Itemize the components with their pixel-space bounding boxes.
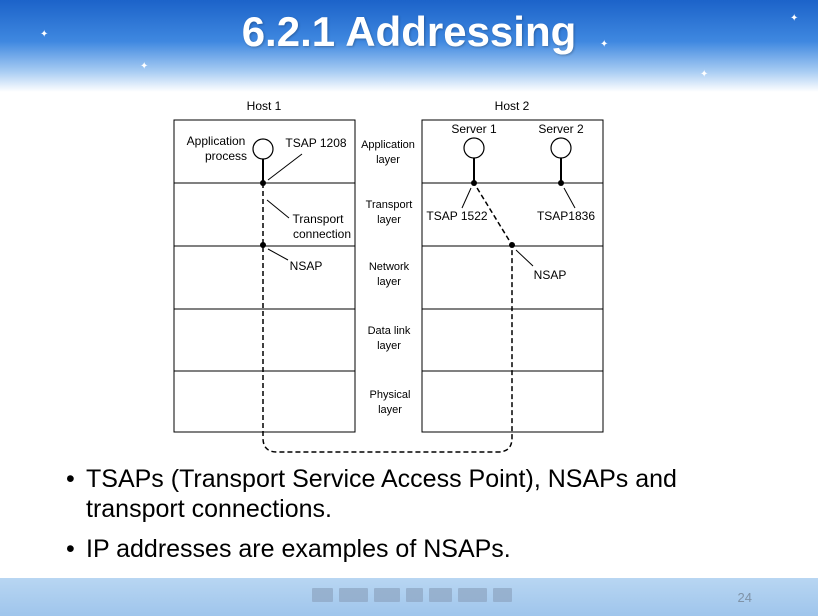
layer-datalink-l1: Data link [367,325,411,337]
bullet-list [66,464,786,574]
layer-physical-l2: layer [378,404,402,416]
bullet-dot: • [66,535,75,563]
host2-label: Host 2 [494,99,530,113]
layer-application-l2: layer [376,154,400,166]
slide-footer [0,578,818,616]
star-decoration: ✦ [600,39,609,50]
bullet-text-line1: TSAPs (Transport Service Access Point), NSAPs and [86,465,677,493]
star-decoration: ✦ [790,13,799,24]
server2-circle [551,138,571,158]
star-decoration: ✦ [700,69,709,80]
transport-connection-label-l1: Transport [292,212,344,226]
blurred-watermark [312,586,512,604]
bullet-text-line1: IP addresses are examples of NSAPs. [86,535,511,563]
server2-label: Server 2 [538,122,584,136]
page-number: 24 [737,590,752,605]
bullet-item [66,534,786,564]
app-process-label-l1: Application [186,134,246,148]
nsap-right-label: NSAP [533,268,567,282]
slide-title: 6.2.1 Addressing [241,8,577,55]
bullet-text-line2: transport connections. [86,495,332,523]
server1-circle [464,138,484,158]
tsap-1836-dot [558,180,564,186]
layer-network-l1: Network [368,261,410,273]
layer-network-l2: layer [377,276,401,288]
server1-label: Server 1 [451,122,497,136]
bullet-item [66,464,786,524]
layer-application-l1: Application [361,139,415,151]
host1-label: Host 1 [246,99,282,113]
tsap-1522-label: TSAP 1522 [426,209,488,223]
layer-transport-l2: layer [377,214,401,226]
transport-connection-label-l2: connection [292,227,352,241]
tsap-1208-label: TSAP 1208 [285,136,347,150]
layer-datalink-l2: layer [377,340,401,352]
app-process-circle [253,139,273,159]
addressing-diagram [150,96,620,458]
layer-physical-l1: Physical [369,389,411,401]
bullet-dot: • [66,465,75,493]
layer-transport-l1: Transport [365,199,413,211]
star-decoration: ✦ [40,29,49,40]
app-process-label-l2: process [204,149,248,163]
nsap-left-label: NSAP [289,259,323,273]
tsap-1836-label: TSAP1836 [536,209,596,223]
star-decoration: ✦ [140,61,149,72]
